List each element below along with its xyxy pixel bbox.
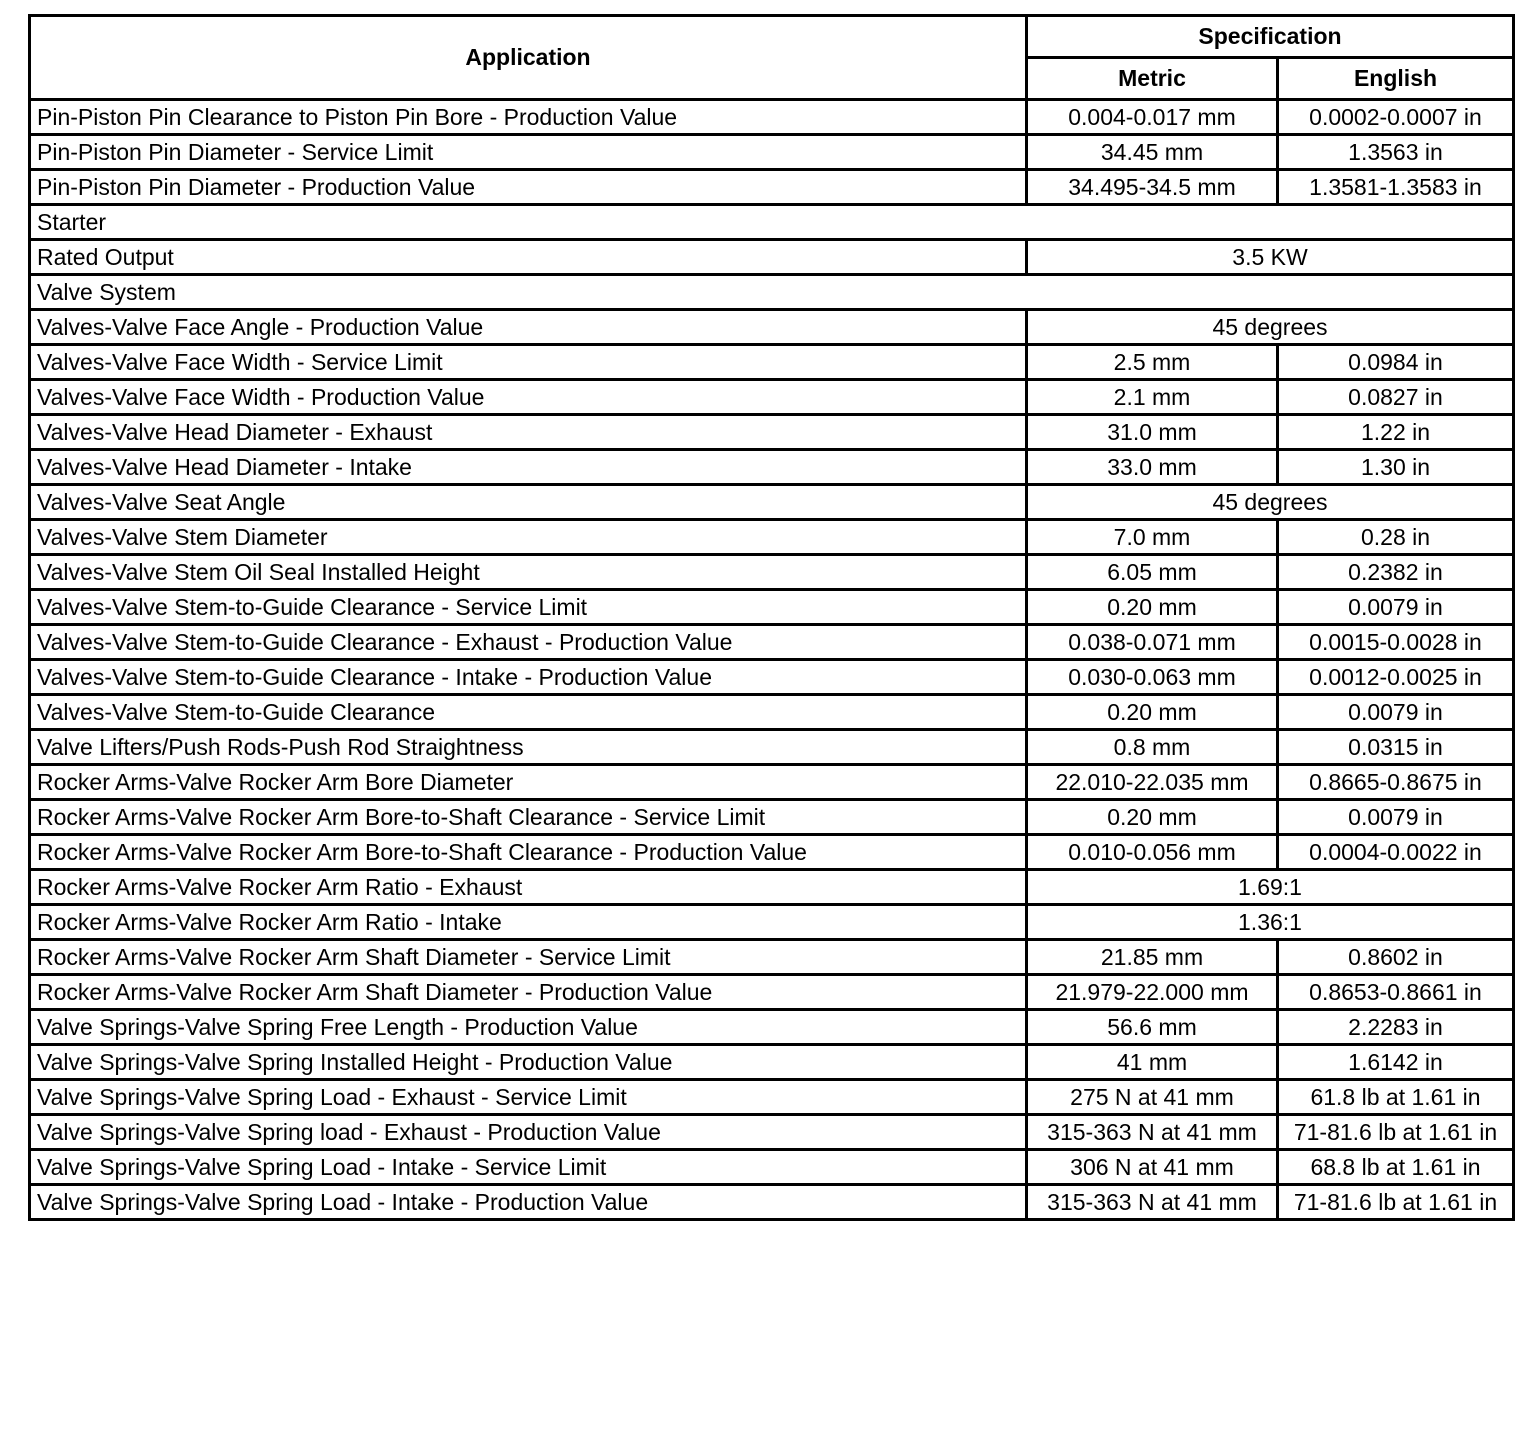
table-row [30,1115,1514,1150]
english-cell: 0.8602 in [1278,940,1514,975]
spec-value-cell: 1.69:1 [1027,870,1514,905]
application-cell: Valves-Valve Face Angle - Production Value [30,310,1027,345]
english-cell: 0.0079 in [1278,800,1514,835]
english-cell: 71-81.6 lb at 1.61 in [1278,1185,1514,1220]
english-cell: 0.0015-0.0028 in [1278,625,1514,660]
table-row [30,625,1514,660]
metric-cell: 33.0 mm [1027,450,1278,485]
table-header [30,16,1514,100]
header-english: English [1278,58,1514,100]
table-row [30,450,1514,485]
metric-cell: 0.8 mm [1027,730,1278,765]
application-cell: Valves-Valve Stem Diameter [30,520,1027,555]
metric-cell: 2.1 mm [1027,380,1278,415]
metric-cell: 34.45 mm [1027,135,1278,170]
metric-cell: 0.038-0.071 mm [1027,625,1278,660]
table-row [30,800,1514,835]
table-row [30,1045,1514,1080]
application-cell: Pin-Piston Pin Clearance to Piston Pin Bore - Production Value [30,100,1027,135]
english-cell: 0.8653-0.8661 in [1278,975,1514,1010]
application-cell: Valve Springs-Valve Spring load - Exhaust - Production Value [30,1115,1027,1150]
metric-cell: 22.010-22.035 mm [1027,765,1278,800]
table-row [30,940,1514,975]
table-row [30,835,1514,870]
table-row [30,100,1514,135]
table-row [30,660,1514,695]
specification-table [28,14,1515,1221]
metric-cell: 21.85 mm [1027,940,1278,975]
metric-cell: 2.5 mm [1027,345,1278,380]
application-cell: Valves-Valve Stem Oil Seal Installed Height [30,555,1027,590]
metric-cell: 306 N at 41 mm [1027,1150,1278,1185]
application-cell: Valve Lifters/Push Rods-Push Rod Straightness [30,730,1027,765]
english-cell: 0.8665-0.8675 in [1278,765,1514,800]
table-row [30,1150,1514,1185]
application-cell: Rocker Arms-Valve Rocker Arm Shaft Diameter - Service Limit [30,940,1027,975]
english-cell: 2.2283 in [1278,1010,1514,1045]
metric-cell: 0.030-0.063 mm [1027,660,1278,695]
english-cell: 0.0004-0.0022 in [1278,835,1514,870]
table-row [30,905,1514,940]
table-row [30,170,1514,205]
application-cell: Valves-Valve Head Diameter - Intake [30,450,1027,485]
metric-cell: 315-363 N at 41 mm [1027,1115,1278,1150]
header-specification: Specification [1027,16,1514,58]
table-row [30,1010,1514,1045]
spec-table-container [28,14,1515,1221]
metric-cell: 0.004-0.017 mm [1027,100,1278,135]
metric-cell: 315-363 N at 41 mm [1027,1185,1278,1220]
header-metric: Metric [1027,58,1278,100]
english-cell: 0.2382 in [1278,555,1514,590]
english-cell: 61.8 lb at 1.61 in [1278,1080,1514,1115]
english-cell: 1.30 in [1278,450,1514,485]
application-cell: Rocker Arms-Valve Rocker Arm Bore-to-Shaft Clearance - Service Limit [30,800,1027,835]
spec-value-cell: 45 degrees [1027,310,1514,345]
table-row [30,695,1514,730]
english-cell: 0.0002-0.0007 in [1278,100,1514,135]
table-body [30,100,1514,1220]
english-cell: 68.8 lb at 1.61 in [1278,1150,1514,1185]
application-cell: Valves-Valve Stem-to-Guide Clearance - Service Limit [30,590,1027,625]
application-cell: Valves-Valve Seat Angle [30,485,1027,520]
english-cell: 1.22 in [1278,415,1514,450]
metric-cell: 34.495-34.5 mm [1027,170,1278,205]
english-cell: 71-81.6 lb at 1.61 in [1278,1115,1514,1150]
application-cell: Pin-Piston Pin Diameter - Production Value [30,170,1027,205]
english-cell: 0.0984 in [1278,345,1514,380]
table-row [30,345,1514,380]
table-row [30,870,1514,905]
table-row [30,1080,1514,1115]
header-application: Application [30,16,1027,100]
table-row [30,380,1514,415]
english-cell: 0.28 in [1278,520,1514,555]
application-cell: Pin-Piston Pin Diameter - Service Limit [30,135,1027,170]
spec-value-cell: 1.36:1 [1027,905,1514,940]
application-cell: Valves-Valve Face Width - Production Value [30,380,1027,415]
spec-value-cell: 3.5 KW [1027,240,1514,275]
application-cell: Rocker Arms-Valve Rocker Arm Bore Diameter [30,765,1027,800]
table-row [30,1185,1514,1220]
metric-cell: 31.0 mm [1027,415,1278,450]
application-cell: Rocker Arms-Valve Rocker Arm Shaft Diameter - Production Value [30,975,1027,1010]
metric-cell: 0.20 mm [1027,590,1278,625]
application-cell: Valve Springs-Valve Spring Load - Exhaust - Service Limit [30,1080,1027,1115]
application-cell: Valve Springs-Valve Spring Load - Intake - Service Limit [30,1150,1027,1185]
application-cell: Rocker Arms-Valve Rocker Arm Bore-to-Shaft Clearance - Production Value [30,835,1027,870]
application-cell: Valves-Valve Stem-to-Guide Clearance - Exhaust - Production Value [30,625,1027,660]
metric-cell: 275 N at 41 mm [1027,1080,1278,1115]
metric-cell: 56.6 mm [1027,1010,1278,1045]
section-row [30,205,1514,240]
application-cell: Valve Springs-Valve Spring Free Length - Production Value [30,1010,1027,1045]
metric-cell: 0.010-0.056 mm [1027,835,1278,870]
table-row [30,975,1514,1010]
section-label: Valve System [30,275,1514,310]
table-row [30,415,1514,450]
table-row [30,485,1514,520]
table-row [30,240,1514,275]
section-label: Starter [30,205,1514,240]
application-cell: Valves-Valve Stem-to-Guide Clearance - Intake - Production Value [30,660,1027,695]
application-cell: Valves-Valve Stem-to-Guide Clearance [30,695,1027,730]
section-row [30,275,1514,310]
metric-cell: 21.979-22.000 mm [1027,975,1278,1010]
metric-cell: 7.0 mm [1027,520,1278,555]
application-cell: Valves-Valve Face Width - Service Limit [30,345,1027,380]
metric-cell: 0.20 mm [1027,800,1278,835]
application-cell: Rated Output [30,240,1027,275]
table-row [30,310,1514,345]
metric-cell: 0.20 mm [1027,695,1278,730]
table-row [30,520,1514,555]
english-cell: 0.0827 in [1278,380,1514,415]
english-cell: 1.6142 in [1278,1045,1514,1080]
application-cell: Rocker Arms-Valve Rocker Arm Ratio - Intake [30,905,1027,940]
spec-value-cell: 45 degrees [1027,485,1514,520]
table-row [30,730,1514,765]
english-cell: 0.0315 in [1278,730,1514,765]
table-row [30,555,1514,590]
english-cell: 1.3563 in [1278,135,1514,170]
table-row [30,135,1514,170]
metric-cell: 41 mm [1027,1045,1278,1080]
table-row [30,590,1514,625]
table-row [30,765,1514,800]
english-cell: 1.3581-1.3583 in [1278,170,1514,205]
application-cell: Valve Springs-Valve Spring Installed Height - Production Value [30,1045,1027,1080]
application-cell: Rocker Arms-Valve Rocker Arm Ratio - Exhaust [30,870,1027,905]
application-cell: Valve Springs-Valve Spring Load - Intake - Production Value [30,1185,1027,1220]
english-cell: 0.0012-0.0025 in [1278,660,1514,695]
application-cell: Valves-Valve Head Diameter - Exhaust [30,415,1027,450]
metric-cell: 6.05 mm [1027,555,1278,590]
english-cell: 0.0079 in [1278,590,1514,625]
english-cell: 0.0079 in [1278,695,1514,730]
